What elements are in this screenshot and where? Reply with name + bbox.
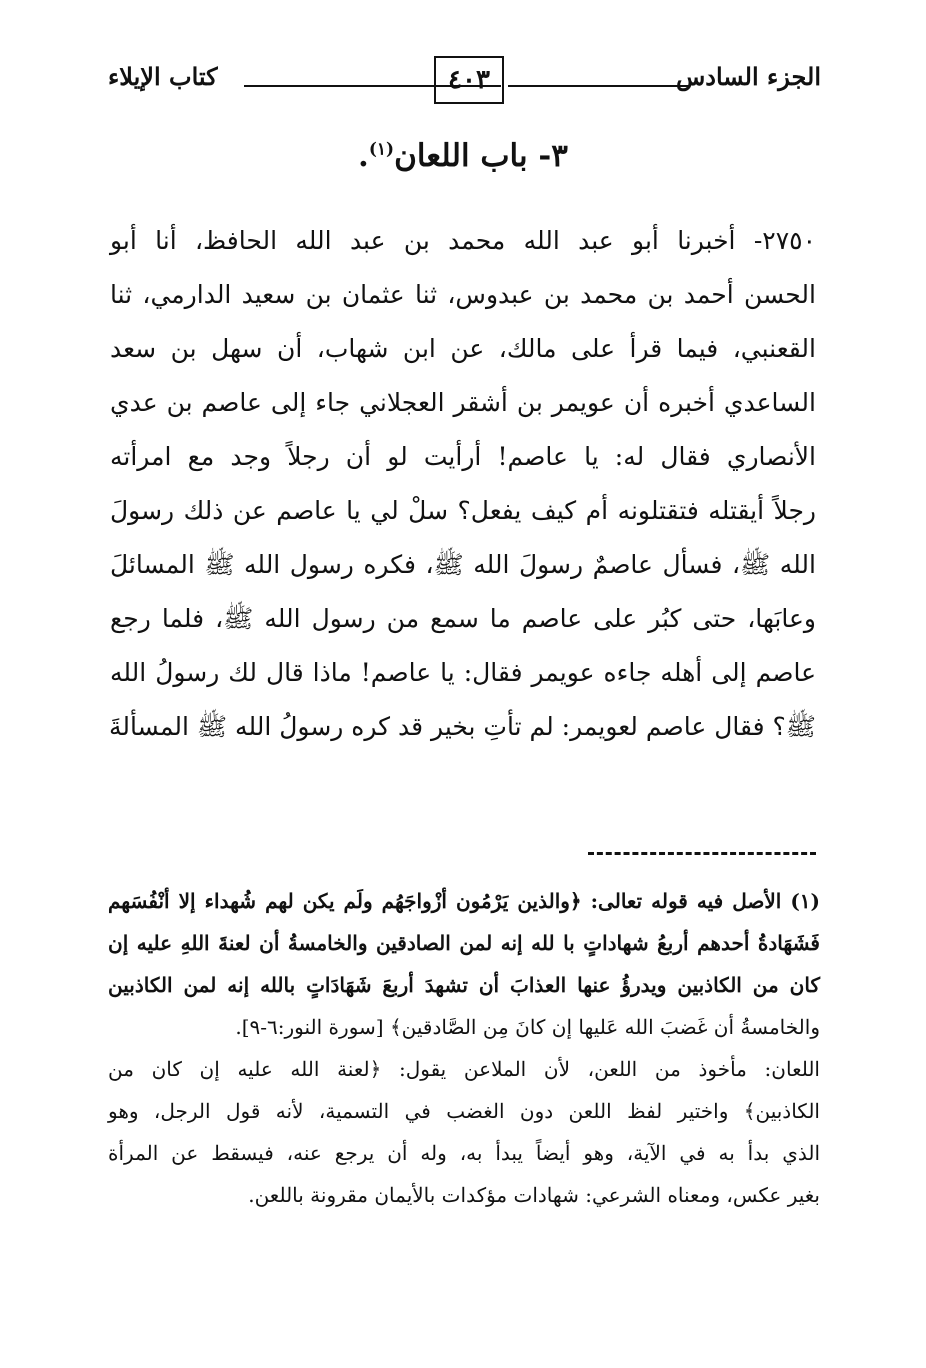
- header-rule-right: [508, 85, 689, 87]
- text-line: رجلاً أيقتله فتقتلونه أم كيف يفعل؟ سلْ لي يا عاصم عن ذلك رسولَ: [110, 496, 816, 525]
- text-line: وعابَها، حتى كبُر على عاصم ما سمع من رسول الله ﷺ، فلما رجع: [110, 604, 816, 633]
- footnote-line: فَشَهَادةُ أحدهم أربعُ شهاداتٍ با لله إنه لمن الصادقين والخامسةُ أن لعنةَ اللهِ عليه إن: [108, 931, 820, 955]
- chapter-heading: ٣- باب اللعان$^{(١)}$.: [358, 138, 568, 174]
- footnote-line: الذي بدأ به في الآية، وهو أيضاً يبدأ به، وله أن يرجع عنه، فيسقط عن المرأة: [108, 1141, 820, 1165]
- text-line: الأنصاري فقال له: يا عاصم! أرأيت لو أن رجلاً وجد مع امرأته: [110, 442, 816, 471]
- volume-label: الجزء السادس: [675, 62, 821, 91]
- footnotes: [108, 880, 820, 1216]
- text-line: ﷺ؟ فقال عاصم لعويمر: لم تأتِ بخير قد كره رسولُ الله ﷺ المسألةَ: [109, 712, 816, 741]
- book-title: كتاب الإيلاء: [108, 62, 218, 91]
- hadith-text: [110, 214, 816, 754]
- chapter-title-text: ٣- باب اللعان: [394, 138, 568, 174]
- footnote-separator: [588, 852, 816, 855]
- footnote-line: بغير عكس، ومعناه الشرعي: شهادات مؤكدات بالأيمان مقرونة باللعن.: [248, 1183, 820, 1207]
- footnote-line: اللعان: مأخوذ من اللعن، لأن الملاعن يقول: ﴿لعنة الله عليه إن كان من: [108, 1057, 820, 1081]
- page-number: ٤٠٣: [434, 56, 504, 104]
- footnote-line: كان من الكاذبين ويدرؤُ عنها العذابَ أن تشهدَ أربعَ شَهَادَاتٍ بالله إنه لمن الكاذبين: [108, 973, 820, 997]
- page-header: [108, 56, 821, 114]
- text-line: الساعدي أخبره أن عويمر بن أشقر العجلاني جاء إلى عاصم بن عدي: [110, 388, 816, 417]
- text-line: عاصم إلى أهله جاءه عويمر فقال: يا عاصم! ماذا قال لك رسولُ الله: [110, 658, 816, 687]
- header-rule-left: [244, 85, 501, 87]
- footnote-line: والخامسةُ أن غَضبَ الله عَليها إن كانَ مِن الصَّادقين﴾ [سورة النور:٦-٩].: [235, 1015, 820, 1039]
- footnote-line: الكاذبين﴾ واختير لفظ اللعن دون الغضب في التسمية، لأنه قول الرجل، وهو: [108, 1099, 820, 1123]
- footnote-line: (١) الأصل فيه قوله تعالى: ﴿والذين يَرْمُون أزْواجَهُم ولَم يكن لهم شُهداء إلا أنْفُسَهم: [108, 889, 820, 913]
- text-line: الله ﷺ، فسأل عاصمٌ رسولَ الله ﷺ، فكره رسول الله ﷺ المسائلَ: [110, 550, 816, 579]
- footnote-marker: (١): [368, 139, 395, 160]
- text-line: الحسن أحمد بن محمد بن عبدوس، ثنا عثمان بن سعيد الدارمي، ثنا: [110, 280, 816, 309]
- text-line: ٢٧٥٠- أخبرنا أبو عبد الله محمد بن عبد الله الحافظ، أنا أبو: [110, 226, 816, 255]
- text-line: القعنبي، فيما قرأ على مالك، عن ابن شهاب، أن سهل بن سعد: [110, 334, 816, 363]
